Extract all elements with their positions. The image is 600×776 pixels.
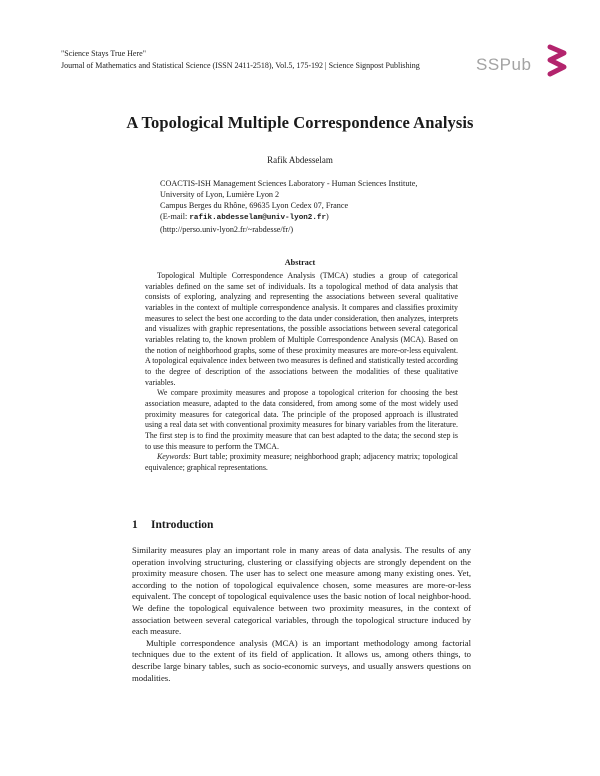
abstract-paragraph: We compare proximity measures and propose a topological criterion for choosing the best association measure, adapted to the data considered, from among some of the most widely used proximity measures for categorical data. The principle of the proposed approach is illustrated using a real data set with conventional proximity measures for binary variables from the literature. The first step is to find the proximity measure that can best adapted to the data; the second step is to use this measure to perform the TMCA.	[145, 388, 458, 451]
logo-s-accent	[550, 47, 564, 74]
abstract-heading: Abstract	[284, 258, 316, 267]
sspub-logo	[476, 41, 568, 79]
keywords-label: Keywords:	[157, 452, 191, 462]
paper-title: A Topological Multiple Correspondence Analysis	[126, 113, 474, 132]
journal-citation: Journal of Mathematics and Statistical Science (ISSN 2411-2518), Vol.5, 175-192 | Science Signpost Publishing	[61, 61, 420, 70]
affiliation-block	[160, 178, 417, 235]
journal-header	[61, 48, 420, 72]
keywords-list: Burt table; proximity measure; neighborhood graph; adjacency matrix; topological equivalence; graphical representations.	[145, 452, 458, 472]
keywords	[145, 452, 458, 473]
body-paragraph: Similarity measures play an important role in many areas of data analysis. The results of any operation involving structuring, clustering or classifying objects are strongly dependent on the proximity measure chosen. The user has to select one measure among many existing ones. Yet, according to the notion of topological equivalence chosen, some measures are more-or-less equivalent. The concept of topological equivalence uses the basic notion of local neighbor-hood. We define the topological equivalence between two proximity measures, in the context of association between several categorical variables, through the topological structure induced by each measure.	[132, 545, 471, 637]
body-paragraph: Multiple correspondence analysis (MCA) is an important methodology among factorial techniques due to the extent of its field of application. It allows us, among others things, to describe large binary tables, such as socio-economic surveys, and usually answers questions on modalities.	[132, 637, 471, 683]
homepage-link[interactable]: (http://perso.univ-lyon2.fr/~rabdesse/fr/)	[160, 225, 294, 234]
affiliation-line: COACTIS-ISH Management Sciences Laboratory - Human Sciences Institute,	[160, 179, 418, 188]
section-heading	[132, 519, 213, 531]
section-number: 1	[132, 519, 138, 531]
section-title: Introduction	[151, 519, 214, 531]
abstract-paragraph: Topological Multiple Correspondence Analysis (TMCA) studies a group of categorical variables defined on the same set of individuals. Its a topological method of data analysis that consists of exploring, analyzing and representing the associations between several qualitative variables in the context of multiple correspondence analysis. It compares and classifies proximity measures to select the best one according to the data under consideration, then analyzes, interprets and visualizes with graphic representations, the possible associations between several categorical variables relating to, the known problem of Multiple Correspondence Analysis (MCA). Based on the notion of neighborhood graphs, some of these proximity measures are more-or-less equivalent. A topological equivalence index between two measures is defined and statistically tested according to the degree of description of the associations between the modalities of these qualitative variables.	[145, 271, 458, 387]
email-line: (E-mail: rafik.abdesselam@univ-lyon2.fr)	[160, 212, 329, 222]
logo-text: SSPub	[476, 55, 532, 74]
email-link[interactable]: rafik.abdesselam@univ-lyon2.fr	[189, 214, 327, 222]
affiliation-line: Campus Berges du Rhône, 69635 Lyon Cedex 07, France	[160, 201, 349, 210]
affiliation-line: University of Lyon, Lumière Lyon 2	[160, 190, 280, 199]
journal-motto: "Science Stays True Here"	[61, 49, 146, 58]
introduction-body	[132, 545, 471, 684]
author-name: Rafik Abdesselam	[267, 155, 333, 165]
abstract-body	[145, 271, 458, 473]
